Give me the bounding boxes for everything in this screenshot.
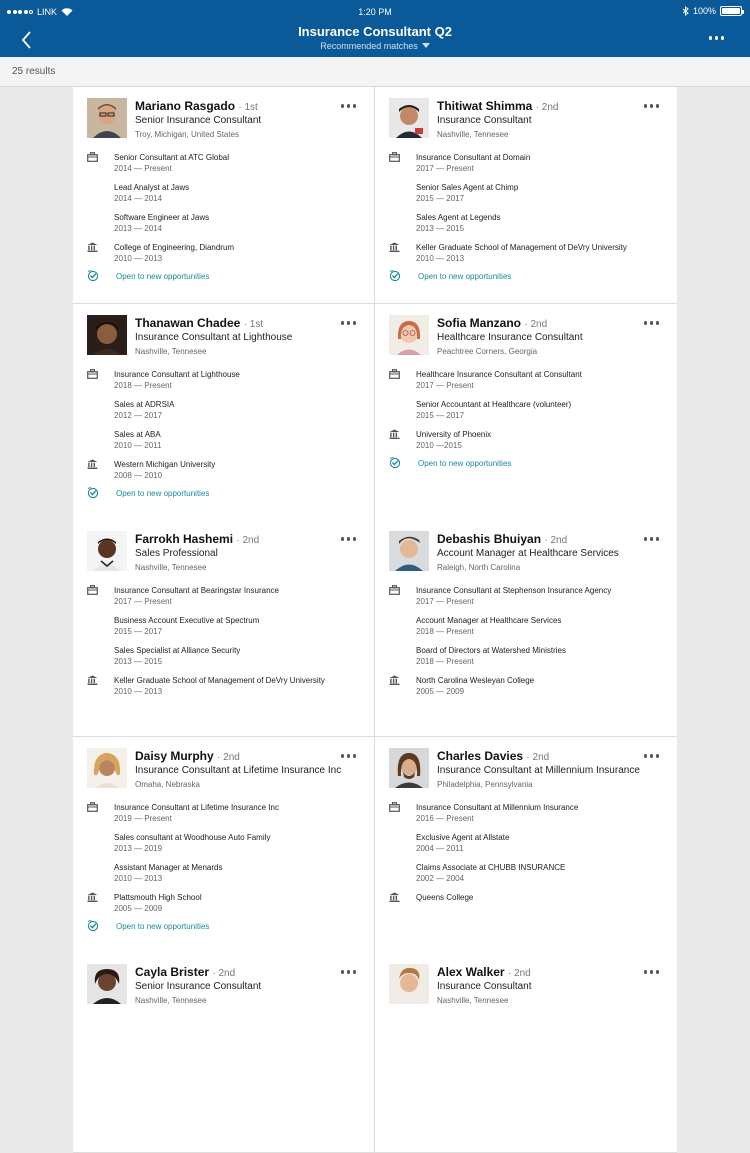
entry-title: Insurance Consultant at Domain <box>416 153 531 162</box>
education-item <box>389 675 669 697</box>
education-item <box>389 892 669 903</box>
entry-dates: 2018 — Present <box>416 657 474 666</box>
connection-degree: · 2nd <box>544 535 568 546</box>
experience-item <box>87 585 367 607</box>
open-to-work-icon <box>87 270 99 282</box>
profile-headline: Insurance Consultant at Millennium Insurance <box>437 765 640 776</box>
caret-down-icon <box>422 43 430 48</box>
avatar[interactable] <box>389 964 429 1004</box>
experience-list <box>389 369 669 469</box>
profile-location: Philadelphia, Pennsylvania <box>437 780 533 789</box>
briefcase-icon <box>87 802 98 812</box>
entry-title: Assistant Manager at Menards <box>114 863 223 872</box>
experience-item <box>389 369 669 391</box>
briefcase-icon <box>389 152 400 162</box>
education-item <box>389 242 669 264</box>
profile-card[interactable] <box>375 953 677 1153</box>
entry-dates: 2017 — Present <box>114 597 172 606</box>
entry-title: Software Engineer at Jaws <box>114 213 210 222</box>
profile-headline: Insurance Consultant at Lifetime Insurance Inc <box>135 765 342 776</box>
name-line <box>135 749 240 763</box>
entry-title: Keller Graduate School of Management of DeVry University <box>114 676 325 685</box>
name-line <box>437 749 549 763</box>
name-line <box>135 532 259 546</box>
profile-card[interactable] <box>375 520 677 737</box>
bluetooth-icon <box>682 6 689 16</box>
profile-card[interactable] <box>375 87 677 304</box>
experience-item <box>389 152 669 174</box>
profile-headline: Healthcare Insurance Consultant <box>437 332 583 343</box>
card-more-button[interactable] <box>644 104 660 108</box>
experience-item <box>389 182 669 204</box>
profile-location: Peachtree Corners, Georgia <box>437 347 538 356</box>
open-to-opportunities-link[interactable] <box>87 488 367 499</box>
open-label: Open to new opportunities <box>418 459 512 468</box>
entry-title: Claims Associate at CHUBB INSURANCE <box>416 863 566 872</box>
name-line <box>437 99 558 113</box>
open-to-work-icon <box>87 920 99 932</box>
entry-title: Queens College <box>416 893 474 902</box>
profile-name[interactable]: Mariano Rasgado <box>135 99 236 113</box>
profile-location: Nashville, Tennesee <box>135 563 207 572</box>
entry-title: Board of Directors at Watershed Ministries <box>416 646 566 655</box>
carrier-label: LINK <box>37 7 58 17</box>
entry-dates: 2010 — 2011 <box>114 441 162 450</box>
school-icon <box>87 675 98 685</box>
open-to-work-icon <box>389 457 401 469</box>
name-line <box>437 532 567 546</box>
experience-item <box>389 212 669 234</box>
entry-dates: 2002 — 2004 <box>416 874 465 883</box>
connection-degree: · 2nd <box>217 752 240 763</box>
profile-headline: Sales Professional <box>135 548 218 559</box>
entry-dates: 2012 — 2017 <box>114 411 163 420</box>
experience-item <box>389 399 669 421</box>
open-label: Open to new opportunities <box>116 489 210 498</box>
education-item <box>389 429 669 451</box>
results-count: 25 results <box>12 66 56 77</box>
entry-title: Senior Accountant at Healthcare (volunteer) <box>416 400 572 409</box>
profile-name[interactable]: Charles Davies <box>437 749 524 763</box>
profile-headline: Insurance Consultant at Lighthouse <box>135 332 293 343</box>
entry-dates: 2016 — Present <box>416 814 474 823</box>
experience-item <box>389 802 669 824</box>
experience-item <box>389 832 669 854</box>
briefcase-icon <box>87 585 98 595</box>
school-icon <box>389 675 400 685</box>
profile-name[interactable]: Thanawan Chadee <box>135 316 241 330</box>
profile-card[interactable] <box>73 87 375 304</box>
briefcase-icon <box>389 369 400 379</box>
connection-degree: · 2nd <box>526 752 550 763</box>
dropdown-label: Recommended matches <box>320 41 418 51</box>
avatar[interactable] <box>389 315 429 355</box>
entry-title: Business Account Executive at Spectrum <box>114 616 260 625</box>
entry-title: Insurance Consultant at Lighthouse <box>114 370 240 379</box>
battery-icon <box>720 6 742 16</box>
profile-headline: Insurance Consultant <box>437 981 532 992</box>
experience-list <box>389 585 669 705</box>
entry-dates: 2010 — 2013 <box>114 687 163 696</box>
avatar[interactable] <box>389 98 429 138</box>
card-more-button[interactable] <box>341 321 357 325</box>
profile-headline: Account Manager at Healthcare Services <box>437 548 619 559</box>
school-icon <box>389 892 400 902</box>
entry-dates: 2005 — 2009 <box>416 687 465 696</box>
open-to-opportunities-link[interactable] <box>87 921 367 932</box>
experience-list <box>87 152 367 282</box>
entry-dates: 2004 — 2011 <box>416 844 464 853</box>
briefcase-icon <box>389 802 400 812</box>
entry-title: Keller Graduate School of Management of DeVry University <box>416 243 627 252</box>
profile-card[interactable] <box>73 737 375 954</box>
experience-item <box>87 862 367 884</box>
profile-location: Omaha, Nebraska <box>135 780 200 789</box>
entry-title: Insurance Consultant at Lifetime Insurance Inc <box>114 803 279 812</box>
experience-item <box>87 645 367 667</box>
profile-location: Nashville, Tennesee <box>135 347 207 356</box>
entry-dates: 2017 — Present <box>416 381 474 390</box>
connection-degree: · 1st <box>243 319 264 330</box>
open-to-opportunities-link[interactable] <box>389 458 669 469</box>
app-header <box>0 0 750 57</box>
entry-title: Western Michigan University <box>114 460 216 469</box>
status-time: 1:20 PM <box>358 7 392 17</box>
name-line <box>135 965 235 979</box>
card-more-button[interactable] <box>341 970 357 974</box>
entry-dates: 2015 — 2017 <box>416 411 465 420</box>
experience-item <box>389 645 669 667</box>
card-more-button[interactable] <box>644 321 660 325</box>
profile-card[interactable] <box>73 953 375 1153</box>
entry-title: Sales at ABA <box>114 430 161 439</box>
entry-title: University of Phoenix <box>416 430 492 439</box>
experience-item <box>87 429 367 451</box>
avatar[interactable] <box>389 748 429 788</box>
connection-degree: · 1st <box>238 102 258 113</box>
entry-dates: 2010 —2015 <box>416 441 462 450</box>
profile-location: Raleigh, North Carolina <box>437 563 521 572</box>
entry-dates: 2014 — Present <box>114 164 172 173</box>
school-icon <box>87 892 98 902</box>
entry-title: Sales consultant at Woodhouse Auto Family <box>114 833 271 842</box>
name-line <box>437 316 547 330</box>
profile-name[interactable]: Farrokh Hashemi <box>135 532 234 546</box>
open-to-opportunities-link[interactable] <box>87 271 367 282</box>
experience-list <box>87 802 367 932</box>
name-line <box>437 965 531 979</box>
card-more-button[interactable] <box>341 104 357 108</box>
entry-title: Account Manager at Healthcare Services <box>416 616 562 625</box>
profile-name[interactable]: Sofia Manzano <box>437 316 522 330</box>
entry-title: College of Engineering, Diandrum <box>114 243 235 252</box>
entry-dates: 2015 — 2017 <box>416 194 465 203</box>
school-icon <box>87 459 98 469</box>
card-more-button[interactable] <box>644 754 660 758</box>
experience-item <box>87 212 367 234</box>
education-item <box>87 242 367 264</box>
open-to-opportunities-link[interactable] <box>389 271 669 282</box>
profile-name[interactable]: Alex Walker <box>437 965 505 979</box>
name-line <box>135 99 258 113</box>
school-icon <box>87 242 98 252</box>
profile-card[interactable] <box>375 304 677 521</box>
experience-item <box>389 862 669 884</box>
connection-degree: · 2nd <box>535 102 559 113</box>
entry-dates: 2018 — Present <box>114 381 172 390</box>
entry-dates: 2015 — 2017 <box>114 627 163 636</box>
entry-title: Insurance Consultant at Millennium Insurance <box>416 803 579 812</box>
profile-location: Troy, Michigan, United States <box>135 130 240 139</box>
connection-degree: · 2nd <box>507 968 531 979</box>
open-label: Open to new opportunities <box>418 272 512 281</box>
experience-list <box>87 369 367 499</box>
entry-dates: 2013 — 2015 <box>416 224 465 233</box>
school-icon <box>389 242 400 252</box>
entry-title: Plattsmouth High School <box>114 893 202 902</box>
briefcase-icon <box>87 152 98 162</box>
profile-headline: Senior Insurance Consultant <box>135 981 262 992</box>
avatar[interactable] <box>87 748 127 788</box>
card-more-button[interactable] <box>644 537 660 541</box>
experience-item <box>389 615 669 637</box>
avatar[interactable] <box>87 98 127 138</box>
experience-list <box>389 802 669 911</box>
avatar[interactable] <box>87 531 127 571</box>
open-to-work-icon <box>389 270 401 282</box>
results-bar <box>0 57 750 87</box>
recommended-matches-dropdown[interactable] <box>0 41 750 51</box>
experience-item <box>87 152 367 174</box>
profile-card[interactable] <box>73 304 375 521</box>
entry-dates: 2018 — Present <box>416 627 474 636</box>
experience-list <box>87 585 367 705</box>
entry-dates: 2013 — 2015 <box>114 657 163 666</box>
status-bar <box>0 0 750 22</box>
education-item <box>87 459 367 481</box>
avatar[interactable] <box>87 315 127 355</box>
experience-item <box>87 615 367 637</box>
entry-title: Sales at ADRSIA <box>114 400 175 409</box>
profile-card[interactable] <box>73 520 375 737</box>
briefcase-icon <box>87 369 98 379</box>
entry-title: Sales Agent at Legends <box>416 213 501 222</box>
open-label: Open to new opportunities <box>116 272 210 281</box>
name-line <box>135 316 263 330</box>
avatar[interactable] <box>87 964 127 1004</box>
experience-item <box>389 585 669 607</box>
profile-location: Nashville, Tennesee <box>437 130 509 139</box>
more-options-button[interactable] <box>709 36 725 40</box>
card-more-button[interactable] <box>341 537 357 541</box>
experience-item <box>87 399 367 421</box>
profile-name[interactable]: Cayla Brister <box>135 965 210 979</box>
avatar[interactable] <box>389 531 429 571</box>
connection-degree: · 2nd <box>236 535 260 546</box>
card-more-button[interactable] <box>644 970 660 974</box>
experience-list <box>389 152 669 282</box>
entry-title: Senior Sales Agent at Chimp <box>416 183 519 192</box>
entry-dates: 2013 — 2014 <box>114 224 163 233</box>
connection-degree: · 2nd <box>524 319 548 330</box>
entry-dates: 2010 — 2013 <box>114 874 163 883</box>
profile-name[interactable]: Daisy Murphy <box>135 749 214 763</box>
entry-dates: 2017 — Present <box>416 597 474 606</box>
entry-title: Healthcare Insurance Consultant at Consultant <box>416 370 582 379</box>
entry-title: Insurance Consultant at Bearingstar Insurance <box>114 586 279 595</box>
briefcase-icon <box>389 585 400 595</box>
profile-card[interactable] <box>375 737 677 954</box>
entry-dates: 2010 — 2013 <box>416 254 465 263</box>
battery-percent: 100% <box>692 6 716 16</box>
profile-location: Nashville, Tennesee <box>135 996 207 1005</box>
experience-item <box>87 832 367 854</box>
profile-location: Nashville, Tennesee <box>437 996 509 1005</box>
connection-degree: · 2nd <box>212 968 236 979</box>
open-label: Open to new opportunities <box>116 922 210 931</box>
entry-title: Exclusive Agent at Allstate <box>416 833 510 842</box>
entry-dates: 2010 — 2013 <box>114 254 163 263</box>
entry-title: Senior Consultant at ATC Global <box>114 153 230 162</box>
profile-headline: Insurance Consultant <box>437 115 532 126</box>
entry-dates: 2008 — 2010 <box>114 471 163 480</box>
profile-headline: Senior Insurance Consultant <box>135 115 262 126</box>
entry-dates: 2005 — 2009 <box>114 904 163 913</box>
entry-dates: 2017 — Present <box>416 164 474 173</box>
card-more-button[interactable] <box>341 754 357 758</box>
entry-dates: 2013 — 2019 <box>114 844 163 853</box>
entry-title: Sales Specialist at Alliance Security <box>114 646 241 655</box>
entry-title: North Carolina Wesleyan College <box>416 676 535 685</box>
experience-item <box>87 182 367 204</box>
school-icon <box>389 429 400 439</box>
experience-item <box>87 369 367 391</box>
profile-name[interactable]: Debashis Bhuiyan <box>437 532 542 546</box>
entry-title: Insurance Consultant at Stephenson Insurance Agency <box>416 586 612 595</box>
page-title: Insurance Consultant Q2 <box>298 24 452 39</box>
education-item <box>87 892 367 914</box>
profile-name[interactable]: Thitiwat Shimma <box>437 99 533 113</box>
experience-item <box>87 802 367 824</box>
open-to-work-icon <box>87 487 99 499</box>
entry-title: Lead Analyst at Jaws <box>114 183 190 192</box>
entry-dates: 2019 — Present <box>114 814 172 823</box>
education-item <box>87 675 367 697</box>
entry-dates: 2014 — 2014 <box>114 194 163 203</box>
